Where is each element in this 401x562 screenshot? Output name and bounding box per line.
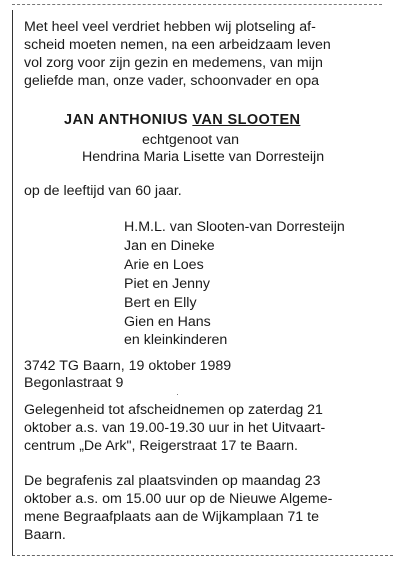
- print-speck: ·: [176, 389, 179, 399]
- family-member: Gien en Hans: [124, 314, 211, 330]
- intro-line: scheid moeten nemen, na een arbeidzaam leven: [24, 37, 331, 53]
- family-member: Jan en Dineke: [124, 238, 215, 254]
- funeral-line: De begrafenis zal plaatsvinden op maandag 23: [24, 473, 321, 489]
- funeral-line: oktober a.s. om 15.00 uur op de Nieuwe Algeme-: [24, 491, 333, 507]
- intro-line: Met heel veel verdriet hebben wij plotseling af-: [24, 19, 316, 35]
- family-member: Bert en Elly: [124, 295, 197, 311]
- address-place-date: 3742 TG Baarn, 19 oktober 1989: [24, 358, 232, 374]
- farewell-line: Gelegenheid tot afscheidnemen op zaterdag 21: [24, 402, 323, 418]
- deceased-first-names: JAN ANTHONIUS: [64, 112, 193, 128]
- farewell-line: centrum „De Ark", Reigerstraat 17 te Baarn.: [24, 438, 298, 454]
- family-member: Arie en Loes: [124, 257, 204, 273]
- deceased-surname: VAN SLOOTEN: [192, 112, 301, 128]
- top-border: [12, 4, 382, 5]
- family-member: Piet en Jenny: [124, 276, 210, 292]
- spouse-label: echtgenoot van: [142, 132, 240, 148]
- age-line: op de leeftijd van 60 jaar.: [24, 183, 182, 199]
- family-member: H.M.L. van Slooten-van Dorresteijn: [124, 219, 345, 235]
- family-member: en kleinkinderen: [124, 332, 228, 348]
- deceased-name: [64, 111, 300, 130]
- funeral-line: Baarn.: [24, 527, 66, 543]
- intro-line: vol zorg voor zijn gezin en medemens, van mijn: [24, 55, 323, 71]
- funeral-line: mene Begraafplaats aan de Wijkamplaan 71 te: [24, 509, 319, 525]
- address-street: Begonlastraat 9: [24, 375, 124, 391]
- farewell-line: oktober a.s. van 19.00-19.30 uur in het Uitvaart-: [24, 420, 326, 436]
- intro-line: geliefde man, onze vader, schoonvader en opa: [24, 73, 319, 89]
- spouse-name: Hendrina Maria Lisette van Dorresteijn: [82, 149, 325, 165]
